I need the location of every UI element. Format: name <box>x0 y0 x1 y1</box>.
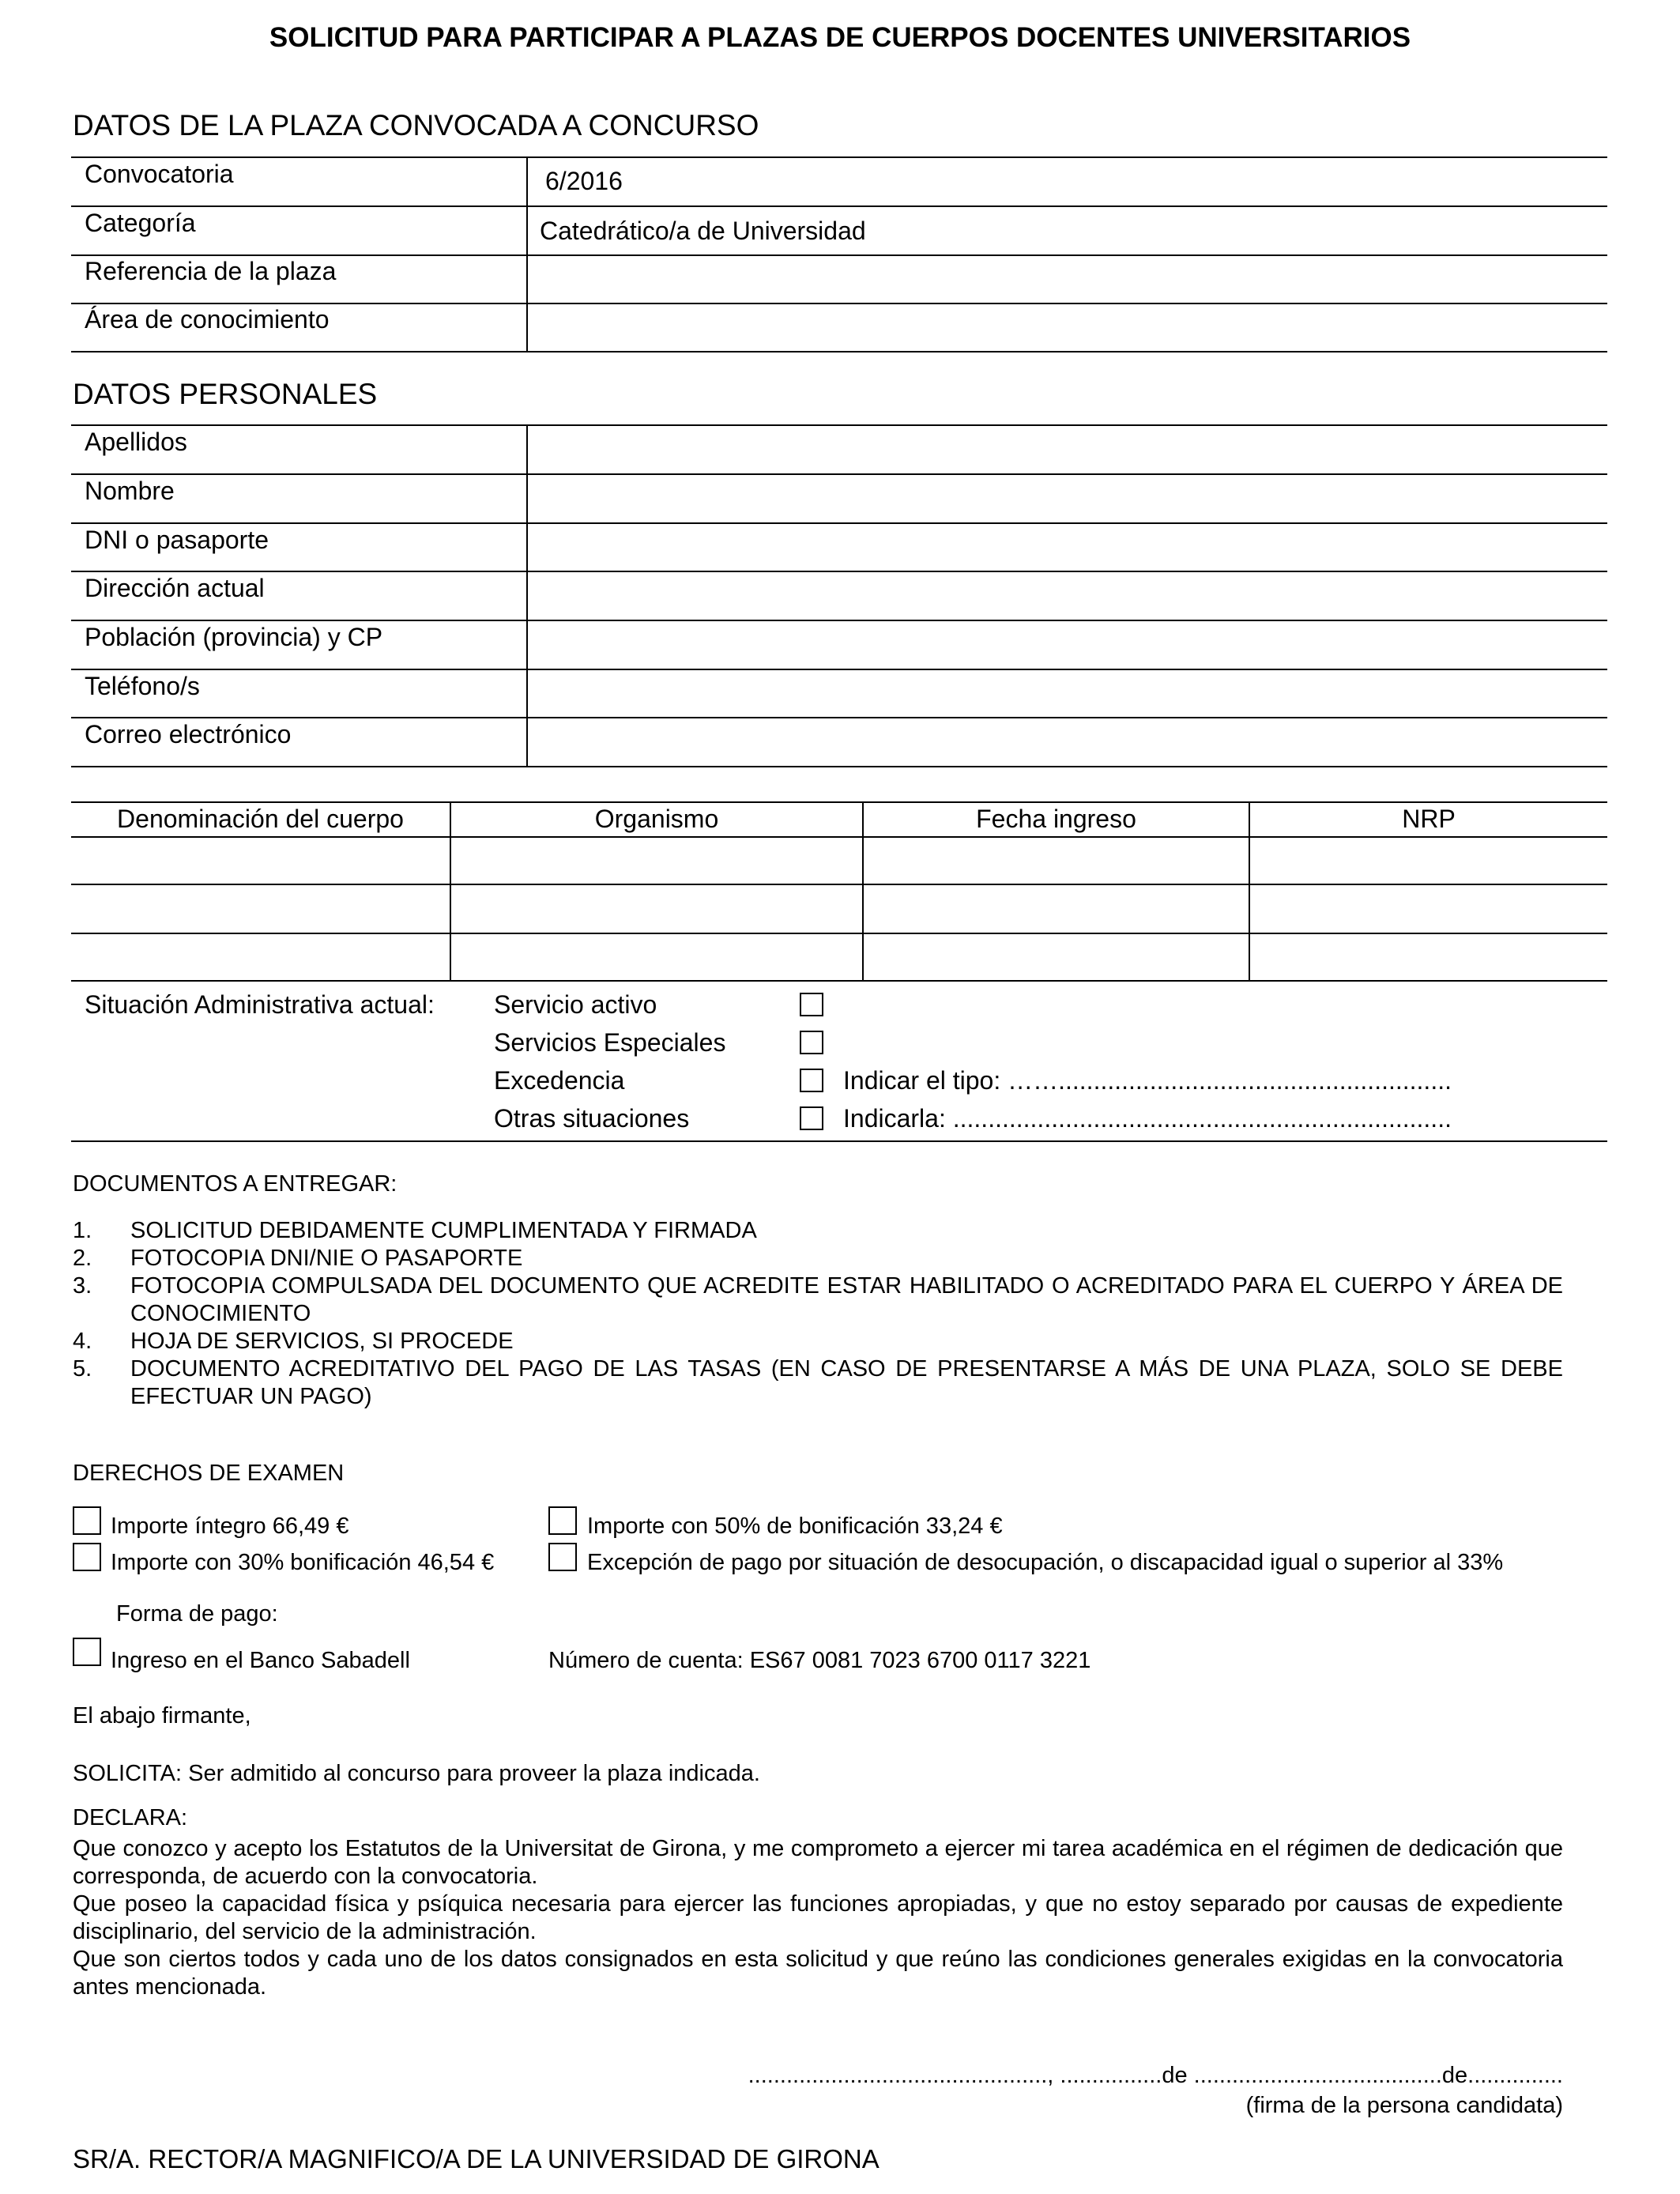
list-item: 4. HOJA DE SERVICIOS, SI PROCEDE <box>73 1329 514 1354</box>
table-cell[interactable] <box>452 934 861 979</box>
nombre-field[interactable] <box>529 476 1604 521</box>
table-cell[interactable] <box>864 934 1248 979</box>
situacion-option-servicios-especiales: Servicios Especiales <box>494 1028 726 1057</box>
form-title: SOLICITUD PARA PARTICIPAR A PLAZAS DE CUERPOS DOCENTES UNIVERSITARIOS <box>269 22 1411 53</box>
table-cell[interactable] <box>73 886 449 932</box>
bonificacion-50-label: Importe con 50% de bonificación 33,24 € <box>587 1514 1003 1539</box>
table-cell[interactable] <box>1251 838 1607 883</box>
plaza-label-referencia: Referencia de la plaza <box>85 257 337 285</box>
table-cell[interactable] <box>452 838 861 883</box>
apellidos-field[interactable] <box>529 427 1604 472</box>
list-item: 3. FOTOCOPIA COMPULSADA DEL DOCUMENTO QUE ACREDITE ESTAR HABILITADO O ACREDITADO PARA EL CUERPO Y ÁREA DE CONOCIMIENTO <box>73 1273 1563 1326</box>
plaza-section-heading: DATOS DE LA PLAZA CONVOCADA A CONCURSO <box>73 109 759 141</box>
table-cell[interactable] <box>864 886 1248 932</box>
table-cell[interactable] <box>1251 934 1607 979</box>
otras-situaciones-checkbox[interactable] <box>800 1106 823 1130</box>
list-item: 2. FOTOCOPIA DNI/NIE O PASAPORTE <box>73 1246 523 1271</box>
personal-label-dni: DNI o pasaporte <box>85 526 269 554</box>
firmante-text: El abajo firmante, <box>73 1703 251 1728</box>
situacion-label: Situación Administrativa actual: <box>85 990 435 1019</box>
plaza-value-categoria[interactable]: Catedrático/a de Universidad <box>540 217 866 245</box>
bonificacion-50-checkbox[interactable] <box>548 1506 577 1535</box>
list-item: 5. DOCUMENTO ACREDITATIVO DEL PAGO DE LAS TASAS (EN CASO DE PRESENTARSE A MÁS DE UNA PLAZA, SOLO SE DEBE EFECTUAR UN PAGO) <box>73 1356 1563 1409</box>
declara-paragraph: Que son ciertos todos y cada uno de los datos consignados en esta solicitud y que reúno las condiciones generales exigidas en la convocatoria antes mencionada. <box>73 1947 1563 2000</box>
documentos-heading: DOCUMENTOS A ENTREGAR: <box>73 1171 397 1197</box>
plaza-value-referencia[interactable] <box>540 257 1599 301</box>
table-cell[interactable] <box>452 886 861 932</box>
personal-section-heading: DATOS PERSONALES <box>73 378 378 410</box>
excepcion-pago-label: Excepción de pago por situación de desocupación, o discapacidad igual o superior al 33% <box>587 1550 1504 1575</box>
banco-sabadell-checkbox[interactable] <box>73 1638 101 1666</box>
banco-sabadell-label: Ingreso en el Banco Sabadell <box>111 1648 410 1673</box>
personal-label-correo: Correo electrónico <box>85 720 292 748</box>
servicio-activo-checkbox[interactable] <box>800 993 823 1016</box>
situacion-option-excedencia: Excedencia <box>494 1066 625 1095</box>
destinatario: SR/A. RECTOR/A MAGNIFICO/A DE LA UNIVERSIDAD DE GIRONA <box>73 2144 880 2173</box>
plaza-label-area: Área de conocimiento <box>85 305 330 334</box>
derechos-heading: DERECHOS DE EXAMEN <box>73 1461 345 1486</box>
declara-paragraph: Que conozco y acepto los Estatutos de la Universitat de Girona, y me comprometo a ejercer mi tarea académica en el régimen de dedicación que corresponda, de acuerdo con la convocatoria. <box>73 1836 1563 1889</box>
col-header-nrp: NRP <box>1402 805 1456 833</box>
personal-label-direccion: Dirección actual <box>85 574 265 602</box>
excepcion-pago-checkbox[interactable] <box>548 1543 577 1571</box>
firma-label: (firma de la persona candidata) <box>1245 2093 1563 2118</box>
declara-heading: DECLARA: <box>73 1805 188 1830</box>
bonificacion-30-checkbox[interactable] <box>73 1543 101 1571</box>
importe-integro-checkbox[interactable] <box>73 1506 101 1535</box>
bonificacion-30-label: Importe con 30% bonificación 46,54 € <box>111 1550 495 1575</box>
excedencia-tipo-field[interactable]: Indicar el tipo: ……........................................................ <box>843 1066 1452 1095</box>
table-cell[interactable] <box>73 934 449 979</box>
plaza-label-convocatoria: Convocatoria <box>85 160 234 188</box>
excedencia-checkbox[interactable] <box>800 1069 823 1092</box>
situacion-option-otras: Otras situaciones <box>494 1104 690 1133</box>
fecha-lugar-field[interactable]: ..............................................., ................de .......................................de............... <box>748 2063 1563 2088</box>
servicios-especiales-checkbox[interactable] <box>800 1031 823 1054</box>
table-cell[interactable] <box>1251 886 1607 932</box>
personal-label-apellidos: Apellidos <box>85 428 187 456</box>
plaza-value-convocatoria[interactable]: 6/2016 <box>545 167 623 195</box>
personal-label-telefono: Teléfono/s <box>85 672 200 700</box>
dni-field[interactable] <box>529 525 1604 570</box>
correo-field[interactable] <box>529 719 1604 764</box>
col-header-denominacion: Denominación del cuerpo <box>117 805 404 833</box>
section-divider <box>71 1140 1607 1142</box>
numero-cuenta: Número de cuenta: ES67 0081 7023 6700 0117 3221 <box>548 1648 1091 1673</box>
situacion-option-servicio-activo: Servicio activo <box>494 990 657 1019</box>
table-cell[interactable] <box>73 838 449 883</box>
personal-label-poblacion: Población (provincia) y CP <box>85 623 383 651</box>
importe-integro-label: Importe íntegro 66,49 € <box>111 1514 349 1539</box>
otras-situaciones-field[interactable]: Indicarla: ....................................................................... <box>843 1104 1452 1133</box>
plaza-label-categoria: Categoría <box>85 209 196 237</box>
declara-paragraph: Que poseo la capacidad física y psíquica necesaria para ejercer las funciones apropiadas, y que no estoy separado por causas de expediente disciplinario, del servicio de la administración. <box>73 1891 1563 1944</box>
telefono-field[interactable] <box>529 671 1604 716</box>
documentos-list <box>73 1217 1563 1411</box>
col-header-fecha-ingreso: Fecha ingreso <box>976 805 1136 833</box>
personal-label-nombre: Nombre <box>85 477 175 505</box>
declara-body <box>73 1835 1563 2001</box>
col-header-organismo: Organismo <box>594 805 719 833</box>
plaza-value-area[interactable] <box>540 305 1599 349</box>
forma-pago-label: Forma de pago: <box>116 1601 278 1627</box>
list-item: 1. SOLICITUD DEBIDAMENTE CUMPLIMENTADA Y FIRMADA <box>73 1218 757 1243</box>
table-cell[interactable] <box>864 838 1248 883</box>
solicita-text: SOLICITA: Ser admitido al concurso para proveer la plaza indicada. <box>73 1761 760 1786</box>
poblacion-field[interactable] <box>529 622 1604 667</box>
direccion-field[interactable] <box>529 573 1604 618</box>
